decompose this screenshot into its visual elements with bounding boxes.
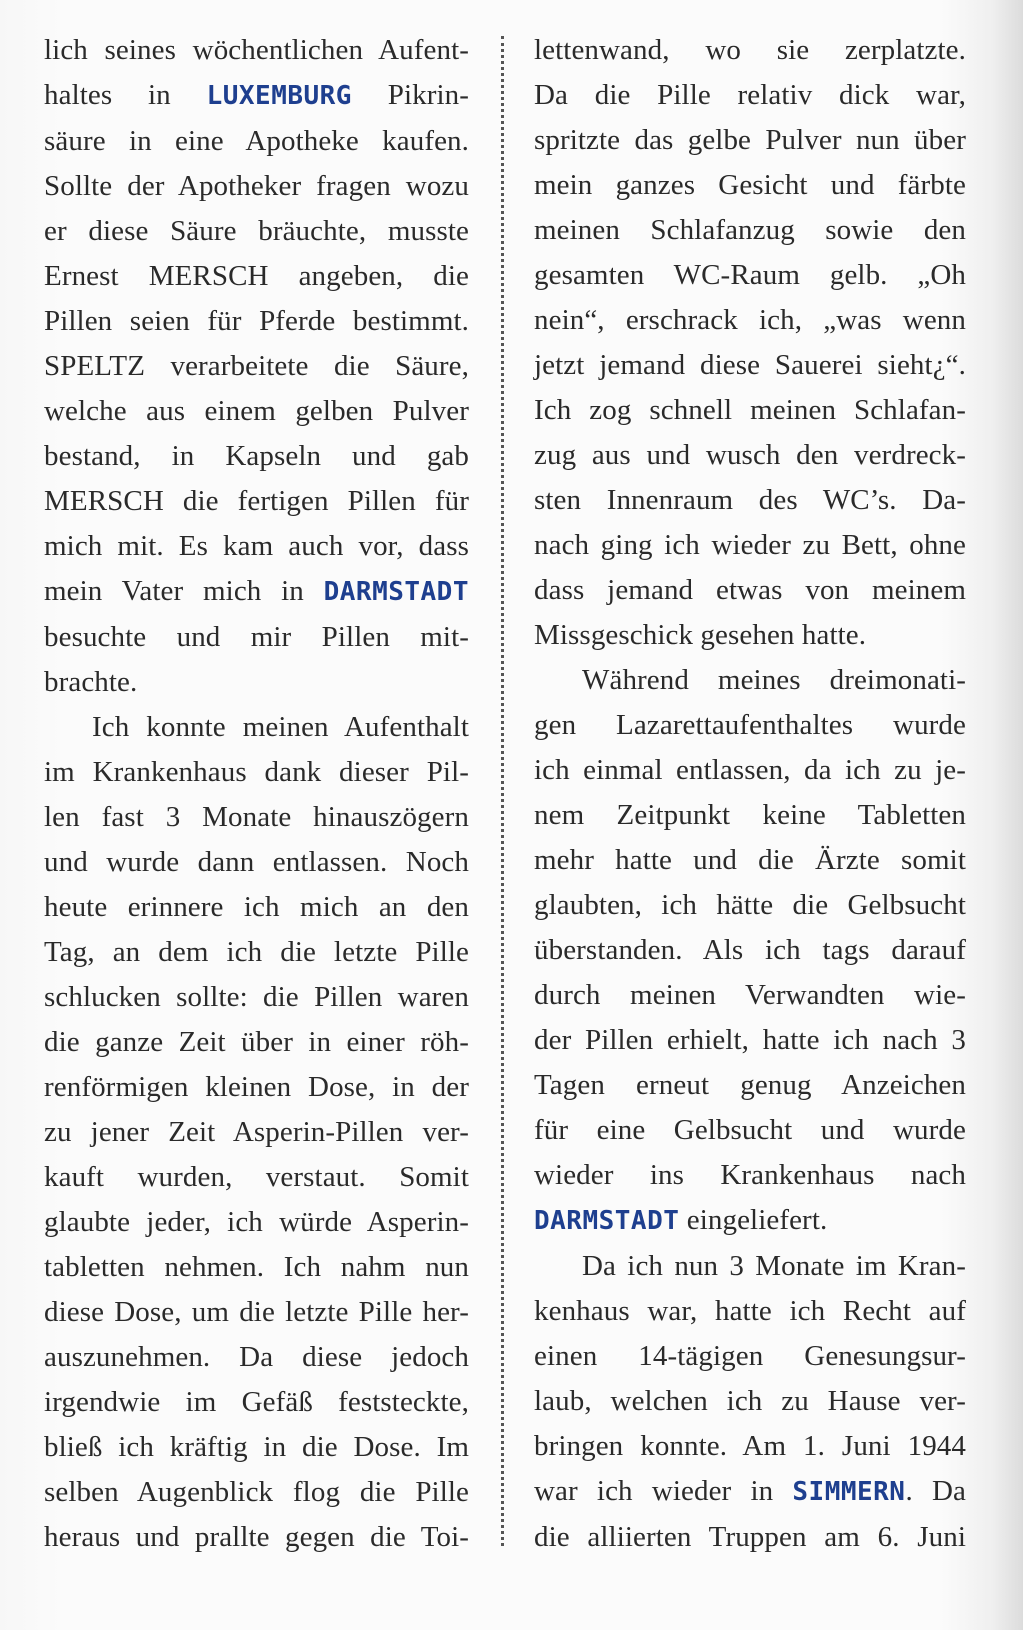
text-line [44,479,469,524]
text-fragment: gesamten WC-Raum gelb. „Oh [534,259,966,291]
text-line [534,703,966,748]
text-line [534,208,966,253]
text-fragment: ich einmal entlassen, da ich zu je- [534,754,966,786]
text-line [44,1335,469,1380]
text-line [44,389,469,434]
text-line [534,928,966,973]
text-fragment: spritzte das gelbe Pulver nun über [534,124,966,156]
text-line [44,1380,469,1425]
text-line [44,434,469,479]
text-line [44,209,469,254]
text-fragment: bestand, in Kapseln und gab [44,440,469,472]
text-fragment: renförmigen kleinen Dose, in der [44,1071,469,1103]
text-line [534,838,966,883]
text-line [534,28,966,73]
text-line [534,1424,966,1469]
text-line [534,568,966,613]
text-fragment: Tag, an dem ich die letzte Pille [44,936,469,968]
text-fragment: lich seines wöchentlichen Aufent- [44,34,469,66]
text-fragment: heraus und prallte gegen die Toi- [44,1521,469,1553]
text-line [534,1515,966,1560]
text-line [44,524,469,569]
text-fragment: eingeliefert. [679,1204,828,1236]
text-fragment: er diese Säure bräuchte, musste [44,215,469,247]
text-line [534,1198,966,1244]
text-fragment: und wurde dann entlassen. Noch [44,846,469,878]
text-line [44,1020,469,1065]
text-fragment: wieder ins Krankenhaus nach [534,1159,966,1191]
text-line [534,613,966,658]
text-fragment: . Da [905,1475,966,1507]
text-fragment: laub, welchen ich zu Hause ver- [534,1385,966,1417]
text-fragment: besuchte und mir Pillen mit- [44,621,469,653]
text-line [44,164,469,209]
text-line [44,1155,469,1200]
text-line [534,523,966,568]
text-fragment: Ernest MERSCH angeben, die [44,260,469,292]
text-fragment: war ich wieder in [534,1475,793,1507]
text-line [44,254,469,299]
text-line [44,750,469,795]
text-line [44,1290,469,1335]
text-fragment: sten Innenraum des WC’s. Da- [534,484,966,516]
text-fragment: kauft wurden, verstaut. Somit [44,1161,469,1193]
text-fragment: diese Dose, um die letzte Pille her- [44,1296,469,1328]
text-line [534,1063,966,1108]
text-line [534,1018,966,1063]
text-fragment: der Pillen erhielt, hatte ich nach 3 [534,1024,966,1056]
text-line [44,73,469,119]
text-fragment: mich mit. Es kam auch vor, dass [44,530,469,562]
place-name: LUXEMBURG [206,81,352,111]
text-fragment: welche aus einem gelben Pulver [44,395,469,427]
text-line [44,569,469,615]
text-line [44,1110,469,1155]
text-fragment: Pillen seien für Pferde bestimmt. [44,305,469,337]
text-line [44,885,469,930]
text-line [534,658,966,703]
text-fragment: brachte. [44,666,138,698]
text-fragment: meinen Schlafanzug sowie den [534,214,966,246]
text-fragment: SPELTZ verarbeitete die Säure, [44,350,469,382]
text-line [44,1245,469,1290]
text-fragment: nein“, erschrack ich, „was wenn [534,304,966,336]
text-line [534,793,966,838]
text-fragment: bließ ich kräftig in die Dose. Im [44,1431,469,1463]
text-fragment: selben Augenblick flog die Pille [44,1476,469,1508]
text-fragment: irgendwie im Gefäß feststeckte, [44,1386,469,1418]
text-column-left [44,28,469,1560]
text-fragment: die alliierten Truppen am 6. Juni [534,1521,966,1553]
text-line [44,344,469,389]
text-line [44,660,469,705]
text-fragment: jetzt jemand diese Sauerei sieht¿“. [534,349,966,381]
text-line [534,1334,966,1379]
text-fragment: MERSCH die fertigen Pillen für [44,485,469,517]
text-line [44,615,469,660]
text-line [44,840,469,885]
text-fragment: mein ganzes Gesicht und färbte [534,169,966,201]
text-line [534,253,966,298]
text-fragment: haltes in [44,79,207,111]
text-line [534,1379,966,1424]
text-fragment: len fast 3 Monate hinauszögern [44,801,469,833]
text-line [534,163,966,208]
text-line [44,1515,469,1560]
text-line [534,73,966,118]
text-fragment: Während meines dreimonati- [582,664,966,696]
text-line [534,1153,966,1198]
text-line [534,973,966,1018]
text-line [44,930,469,975]
text-line [534,883,966,928]
text-fragment: Tagen erneut genug Anzeichen [534,1069,966,1101]
text-line [44,975,469,1020]
text-fragment: im Krankenhaus dank dieser Pil- [44,756,469,788]
text-line [534,343,966,388]
text-fragment: schlucken sollte: die Pillen waren [44,981,469,1013]
text-line [534,1469,966,1515]
place-name: DARMSTADT [323,577,469,607]
text-line [534,433,966,478]
text-column-right [534,28,966,1560]
column-divider [501,36,504,1546]
text-fragment: zug aus und wusch den verdreck- [534,439,966,471]
text-line [534,388,966,433]
text-fragment: tabletten nehmen. Ich nahm nun [44,1251,469,1283]
text-fragment: die ganze Zeit über in einer röh- [44,1026,469,1058]
text-fragment: Ich konnte meinen Aufenthalt [92,711,469,743]
text-fragment: säure in eine Apotheke kaufen. [44,125,469,157]
text-fragment: Missgeschick gesehen hatte. [534,619,867,651]
text-line [44,1200,469,1245]
text-line [534,478,966,523]
text-fragment: Da die Pille relativ dick war, [534,79,966,111]
text-line [44,1425,469,1470]
text-fragment: glaubte jeder, ich würde Asperin- [44,1206,469,1238]
text-fragment: für eine Gelbsucht und wurde [534,1114,966,1146]
place-name: SIMMERN [792,1477,906,1507]
text-line [44,1065,469,1110]
text-line [44,299,469,344]
text-fragment: mehr hatte und die Ärzte somit [534,844,966,876]
text-fragment: auszunehmen. Da diese jedoch [44,1341,469,1373]
text-line [44,1470,469,1515]
text-fragment: Ich zog schnell meinen Schlafan- [534,394,966,426]
text-fragment: durch meinen Verwandten wie- [534,979,966,1011]
text-fragment: bringen konnte. Am 1. Juni 1944 [534,1430,966,1462]
text-fragment: nach ging ich wieder zu Bett, ohne [534,529,966,561]
text-line [44,119,469,164]
text-line [44,795,469,840]
text-line [534,1108,966,1153]
text-fragment: einen 14-tägigen Genesungsur- [534,1340,966,1372]
text-line [44,705,469,750]
text-line [534,118,966,163]
text-fragment: Sollte der Apotheker fragen wozu [44,170,469,202]
text-fragment: überstanden. Als ich tags darauf [534,934,966,966]
text-fragment: lettenwand, wo sie zerplatzte. [534,34,966,66]
text-fragment: Da ich nun 3 Monate im Kran- [582,1250,966,1282]
text-line [534,298,966,343]
text-line [534,1289,966,1334]
text-fragment: mein Vater mich in [44,575,324,607]
text-line [534,748,966,793]
text-line [44,28,469,73]
text-line [534,1244,966,1289]
text-fragment: heute erinnere ich mich an den [44,891,469,923]
text-fragment: kenhaus war, hatte ich Recht auf [534,1295,966,1327]
text-fragment: dass jemand etwas von meinem [534,574,966,606]
text-fragment: Pikrin- [351,79,470,111]
text-fragment: gen Lazarettaufenthaltes wurde [534,709,966,741]
text-fragment: nem Zeitpunkt keine Tabletten [534,799,966,831]
text-fragment: zu jener Zeit Asperin-Pillen ver- [44,1116,469,1148]
place-name: DARMSTADT [534,1206,680,1236]
text-fragment: glaubten, ich hätte die Gelbsucht [534,889,966,921]
